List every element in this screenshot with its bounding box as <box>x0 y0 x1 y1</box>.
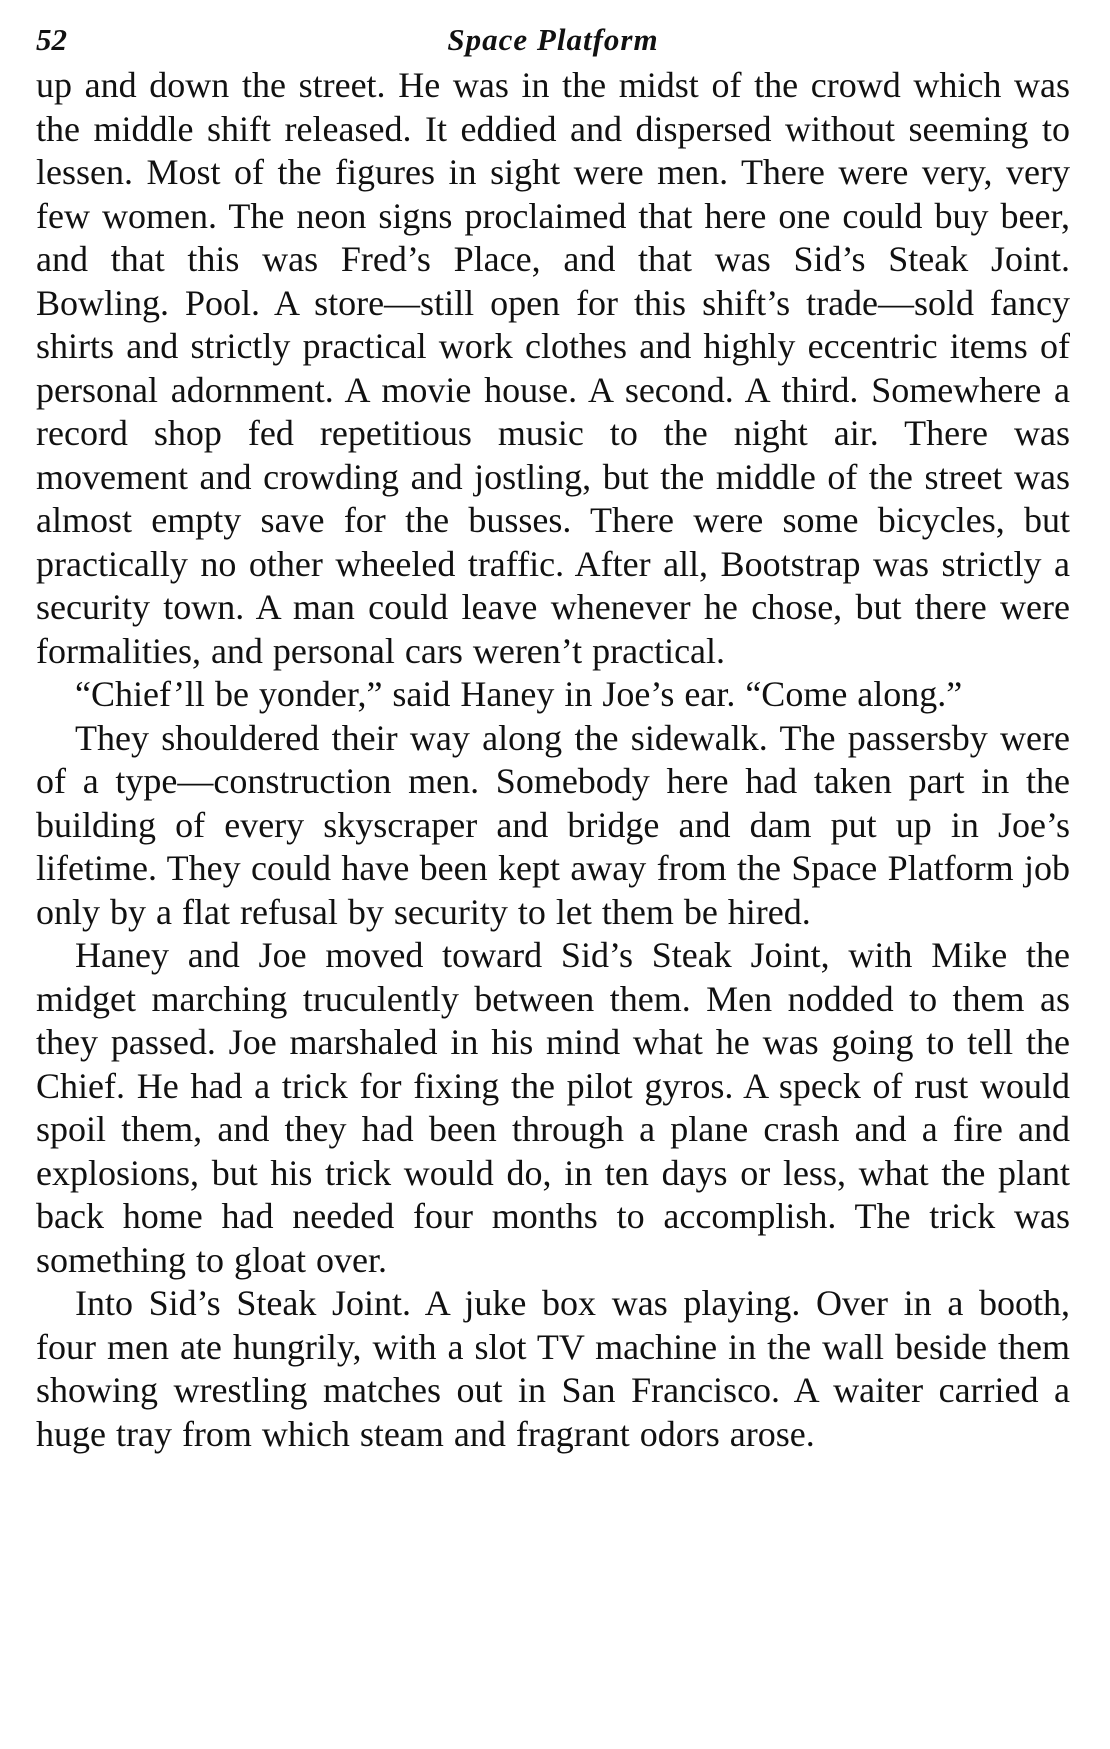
paragraph: Into Sid’s Steak Joint. A juke box was playing. Over in a booth, four men ate hungrily, with a slot TV machine in the wall beside them showing wrestling matches out in San Francisco. A waiter carried a huge tray from which steam and fragrant odors arose. <box>36 1283 1070 1454</box>
paragraph-dialogue: “Chief’ll be yonder,” said Haney in Joe’s ear. “Come along.” <box>75 674 963 714</box>
body-text <box>36 64 1070 1456</box>
page-number: 52 <box>36 22 67 57</box>
paragraph: They shouldered their way along the sidewalk. The passersby were of a type—construction men. Somebody here had taken part in the building of every skyscraper and bridge and dam put up in Joe’s lifetime. They could have been kept away from the Space Platform job only by a flat refusal by security to let them be hired. <box>36 717 1070 932</box>
running-title: Space Platform <box>447 22 659 57</box>
book-page <box>36 14 1070 1456</box>
paragraph: Haney and Joe moved toward Sid’s Steak Joint, with Mike the midget marching truculently between them. Men nodded to them as they passed. Joe marshaled in his mind what he was going to tell the Chief. He had a trick for fixing the pilot gyros. A speck of rust would spoil them, and they had been through a plane crash and a fire and explosions, but his trick would do, in ten days or less, what the plant back home had needed four months to accomplish. The trick was something to gloat over. <box>36 935 1070 1280</box>
paragraph-continued: up and down the street. He was in the midst of the crowd which was the middle shift released. It eddied and dispersed without seeming to lessen. Most of the figures in sight were men. There were very, very few women. The neon signs proclaimed that here one could buy beer, and that this was Fred’s Place, and that was Sid’s Steak Joint. Bowling. Pool. A store—still open for this shift’s trade—sold fancy shirts and strictly practical work clothes and highly eccentric items of personal adornment. A movie house. A second. A third. Somewhere a record shop fed repetitious music to the night air. There was movement and crowding and jostling, but the middle of the street was almost empty save for the busses. There were some bicycles, but practically no other wheeled traffic. After all, Bootstrap was strictly a security town. A man could leave whenever he chose, but there were formalities, and personal cars weren’t practical. <box>36 65 1070 671</box>
running-head <box>36 14 1070 64</box>
